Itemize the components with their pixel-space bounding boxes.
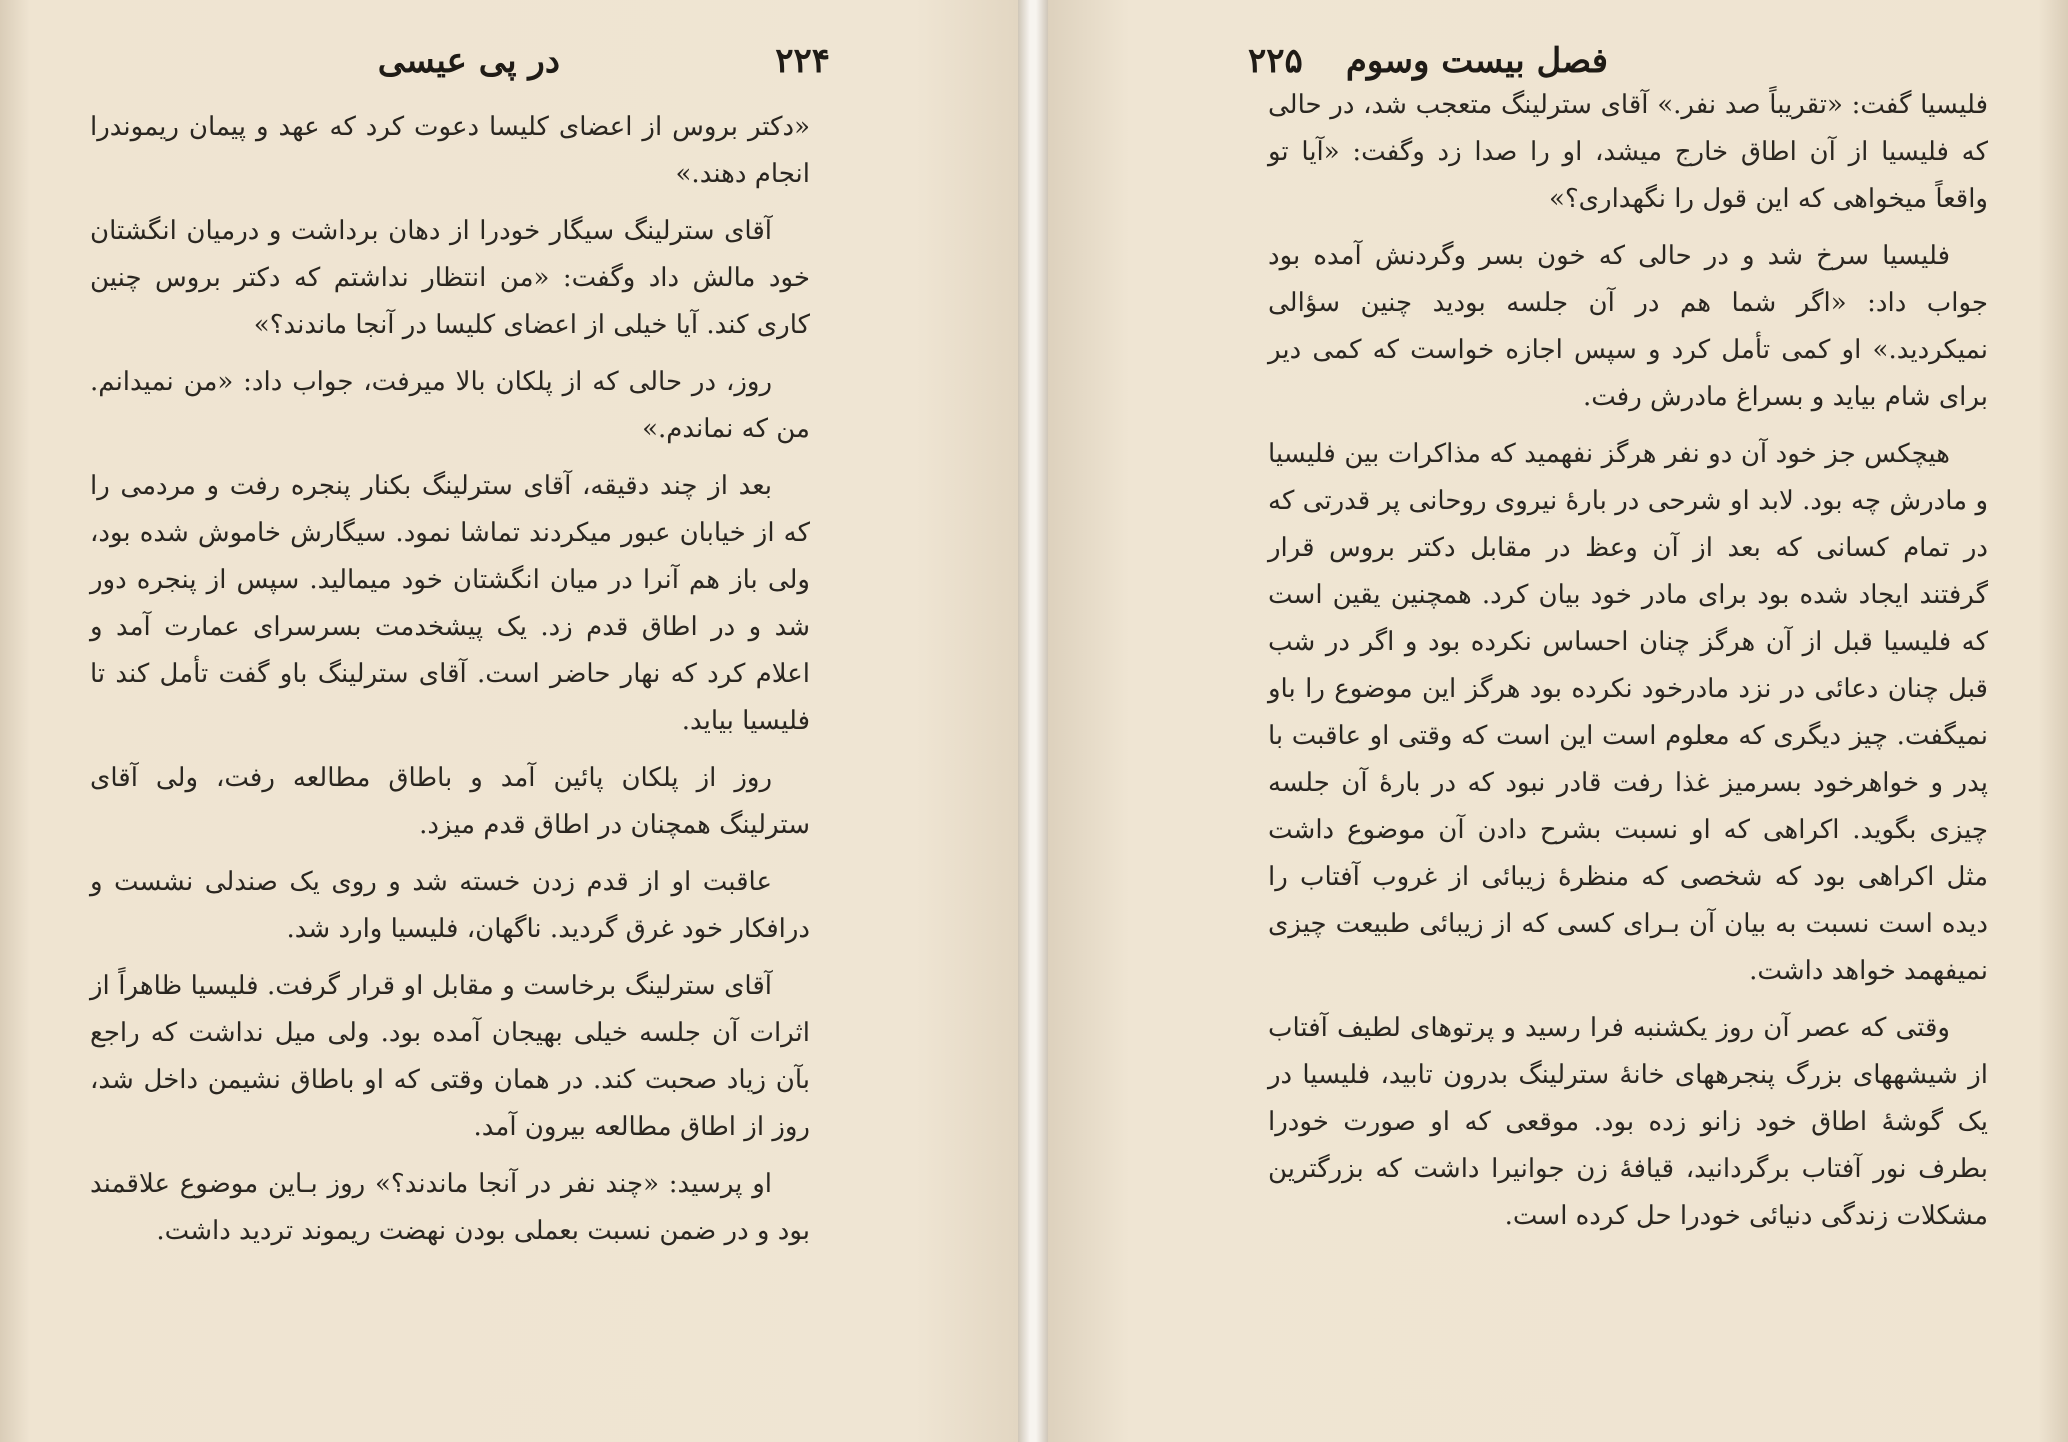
paragraph: عاقبت او از قدم زدن خسته شد و روی یک صندلی نشست و درافکار خود غرق گردید. ناگهان، فلیسیا وارد شد. <box>90 867 810 944</box>
left-running-title: در پی عیسی <box>377 41 560 81</box>
right-page <box>1048 0 2068 1442</box>
paragraph: آقای سترلینگ برخاست و مقابل او قرار گرفت. فلیسیا ظاهراً از اثرات آن جلسه خیلی بهیجان آمده بود. ولی میل نداشت که راجع بآن زیاد صحبت کند. در همان وقتی که او باطاق نشیمن داخل شد، روز از اطاق مطالعه بیرون آمد. <box>90 971 810 1142</box>
page-edge-shadow <box>0 0 30 1442</box>
right-page-number: ۲۲۵ <box>1248 41 1303 81</box>
left-text-block <box>90 104 810 1265</box>
paragraph: وقتی که عصر آن روز یکشنبه فرا رسید و پرتوهای لطیف آفتاب از شیشههای بزرگ پنجرههای خانهٔ سترلینگ بدرون تابید، فلیسیا در یک گوشهٔ اطاق خود زانو زده بود. موقعی که او صورت خودرا بطرف نور آفتاب برگردانید، قیافهٔ زن جوانیرا داشت که بزرگترین مشکلات زندگی دنیائی خودرا حل کرده است. <box>1268 1013 1988 1231</box>
paragraph: آقای سترلینگ سیگار خودرا از دهان برداشت و درمیان انگشتان خود مالش داد وگفت: «من انتظار نداشتم که دکتر بروس چنین کاری کند. آیا خیلی از اعضای کلیسا در آنجا ماندند؟» <box>90 216 811 340</box>
right-running-title: فصل بیست وسوم <box>1345 41 1608 81</box>
right-text-block <box>1268 82 1988 1250</box>
left-page-number: ۲۲۴ <box>775 41 830 81</box>
paragraph: او پرسید: «چند نفر در آنجا ماندند؟» روز بـاین موضوع علاقمند بود و در ضمن نسبت بعملی بودن نهضت ریموند تردید داشت. <box>90 1169 810 1246</box>
paragraph: روز از پلکان پائین آمد و باطاق مطالعه رفت، ولی آقای سترلینگ همچنان در اطاق قدم میزد. <box>90 763 810 840</box>
paragraph: «دکتر بروس از اعضای کلیسا دعوت کرد که عهد و پیمان ریموندرا انجام دهند.» <box>90 112 810 189</box>
paragraph: فلیسیا گفت: «تقریباً صد نفر.» آقای سترلینگ متعجب شد، در حالی که فلیسیا از آن اطاق خارج میشد، او را صدا زد وگفت: «آیا تو واقعاً میخواهی که این قول را نگهداری؟» <box>1268 90 1988 214</box>
paragraph: فلیسیا سرخ شد و در حالی که خون بسر وگردنش آمده بود جواب داد: «اگر شما هم در آن جلسه بودید چنین سؤالی نمیکردید.» او کمی تأمل کرد و سپس اجازه خواست که کمی دیر برای شام بیاید و بسراغ مادرش رفت. <box>1268 241 1988 412</box>
paragraph: بعد از چند دقیقه، آقای سترلینگ بکنار پنجره رفت و مردمی را که از خیابان عبور میکردند تماشا نمود. سیگارش خاموش شده بود، ولی باز هم آنرا در میان انگشتان خود میمالید. سپس از پنجره دور شد و در اطاق قدم زد. یک پیشخدمت بسرسرای عمارت آمد و اعلام کرد که نهار حاضر است. آقای سترلینگ باو گفت تأمل کند تا فلیسیا بیاید. <box>90 471 810 736</box>
page-edge-shadow <box>2038 0 2068 1442</box>
page-gutter <box>1018 0 1048 1442</box>
left-running-head <box>90 26 830 96</box>
left-page <box>0 0 1018 1442</box>
paragraph: هیچکس جز خود آن دو نفر هرگز نفهمید که مذاکرات بین فلیسیا و مادرش چه بود. لابد او شرحی در بارهٔ نیروی روحانی پر قدرتی که در تمام کسانی که بعد از آن وعظ در مقابل دکتر بروس قرار گرفتند ایجاد شده بود برای مادر خود بیان کرد. همچنین یقین است که فلیسیا قبل از آن هرگز چنان احساس نکرده بود و اگر در شب قبل چنان دعائی در نزد مادرخود نکرده بود هرگز این موضوع را باو نمیگفت. چیز دیگری که معلوم است این است که وقتی او عاقبت با پدر و خواهرخود بسرمیز غذا رفت قادر نبود که در بارهٔ آن جلسه چیزی بگوید. اکراهی که او نسبت بشرح دادن آن موضوع داشت مثل اکراهی بود که شخصی که منظرهٔ زیبائی از غروب آفتاب را دیده است نسبت به بیان آن بـرای کسی که از زیبائی طبیعت چیزی نمیفهمد خواهد داشت. <box>1268 439 1989 986</box>
paragraph: روز، در حالی که از پلکان بالا میرفت، جواب داد: «من نمیدانم. من که نماندم.» <box>90 367 810 444</box>
